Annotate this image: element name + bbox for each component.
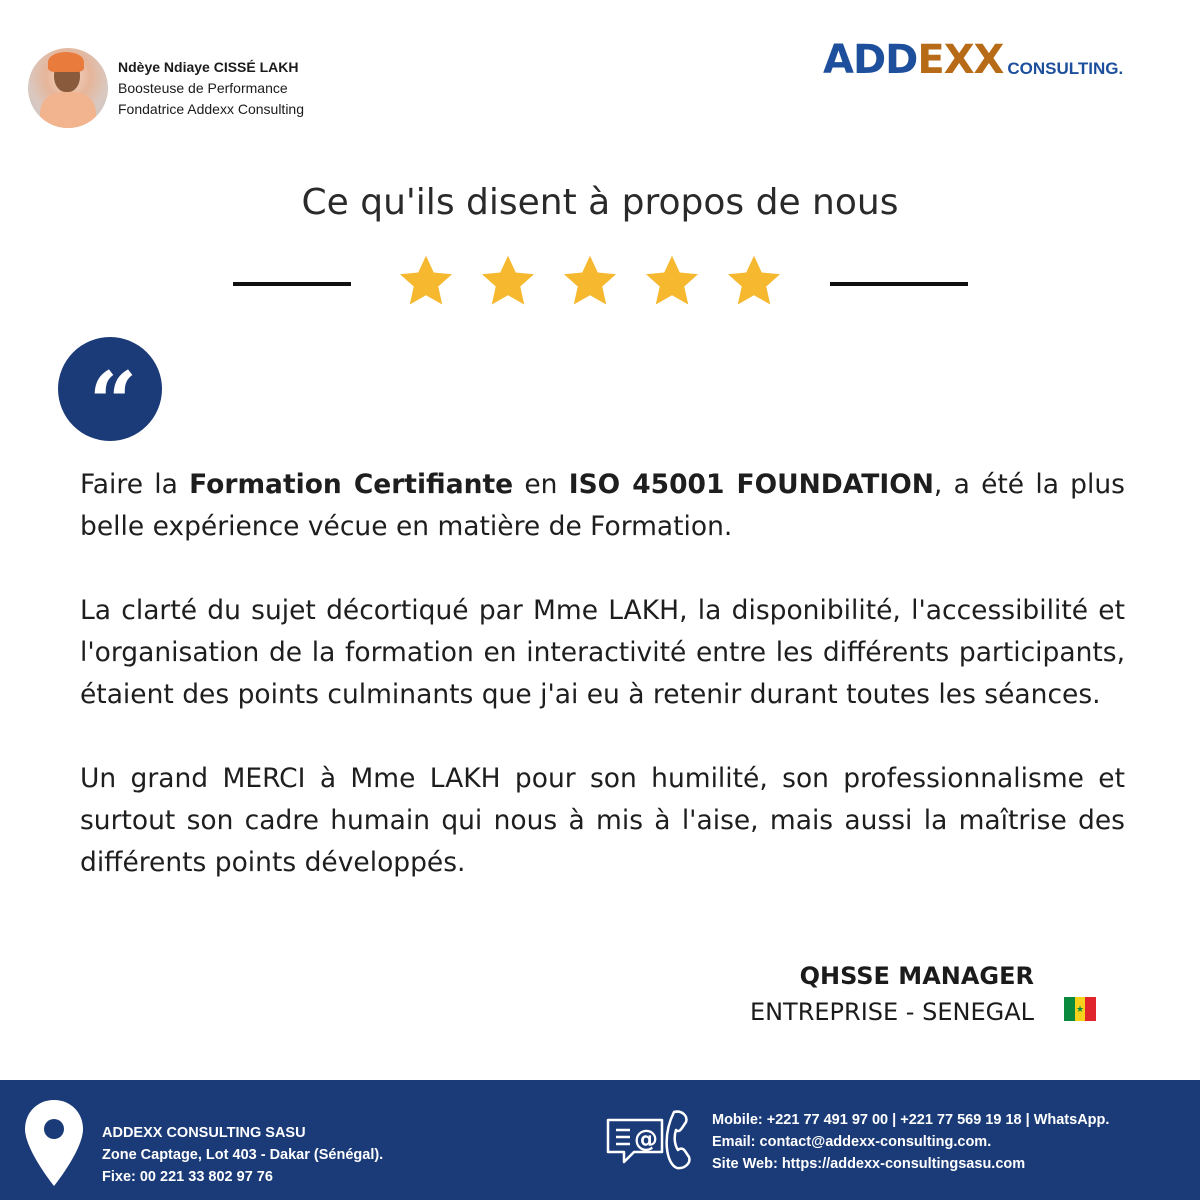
page-title: Ce qu'ils disent à propos de nous — [301, 182, 899, 223]
profile-name: Ndèye Ndiaye CISSÉ LAKH — [118, 58, 299, 75]
testimonial-paragraph-3: Un grand MERCI à Mme LAKH pour son humilité, son professionnalisme et surtout son cadre humain qui nous à mis à l'aise, mais aussi la maîtrise des différents points développés. — [80, 763, 1125, 878]
contact-icon — [604, 1106, 696, 1174]
senegal-flag-icon: ★ — [1064, 997, 1096, 1021]
svg-text:@: @ — [634, 1125, 658, 1153]
logo-part-add: ADD — [823, 37, 918, 83]
footer-contact — [712, 1109, 1109, 1175]
star-icon — [642, 252, 702, 312]
testimonial-paragraph-2: La clarté du sujet décortiqué par Mme LAKH, la disponibilité, l'accessibilité et l'organisation de la formation en interactivité entre les différents participants, étaient des points culminants que j'ai eu à retenir durant toutes les séances. — [80, 595, 1125, 710]
location-pin-icon — [22, 1098, 86, 1190]
footer-website: Site Web: https://addexx-consultingsasu.com — [712, 1156, 1026, 1172]
star-rating — [396, 252, 784, 312]
footer-address — [102, 1122, 383, 1188]
footer-company: ADDEXX CONSULTING SASU — [102, 1125, 306, 1141]
signature-role: QHSSE MANAGER — [799, 962, 1034, 990]
testimonial-text — [80, 464, 1125, 926]
footer-mobile: Mobile: +221 77 491 97 00 | +221 77 569 19 18 | WhatsApp. — [712, 1112, 1110, 1128]
star-icon — [724, 252, 784, 312]
footer — [0, 1080, 1200, 1200]
star-icon — [396, 252, 456, 312]
profile-text — [118, 57, 304, 120]
logo-part-exx: EXX — [917, 37, 1004, 83]
addexx-logo — [823, 37, 1124, 83]
author-profile — [28, 48, 304, 128]
divider-right — [830, 282, 968, 286]
profile-role: Boosteuse de Performance — [118, 79, 288, 96]
star-icon — [560, 252, 620, 312]
text-run: , a été la plus belle expérience vécue en matière de Formation. — [80, 469, 1125, 542]
logo-part-consulting: CONSULTING. — [1007, 59, 1124, 78]
footer-phone: Fixe: 00 221 33 802 97 76 — [102, 1169, 273, 1185]
star-icon — [478, 252, 538, 312]
footer-email: Email: contact@addexx-consulting.com. — [712, 1134, 992, 1150]
testimonial-paragraph-1 — [80, 464, 1125, 548]
highlight-iso: ISO 45001 FOUNDATION — [568, 469, 934, 500]
signature-company: ENTREPRISE - SENEGAL — [749, 998, 1034, 1026]
quote-icon: “ — [58, 337, 162, 441]
footer-street: Zone Captage, Lot 403 - Dakar (Sénégal). — [102, 1147, 384, 1163]
text-run: Faire la — [80, 469, 190, 500]
profile-title: Fondatrice Addexx Consulting — [118, 100, 304, 117]
avatar — [28, 48, 108, 128]
highlight-training: Formation Certifiante — [189, 469, 514, 500]
text-run: en — [513, 469, 569, 500]
divider-left — [233, 282, 351, 286]
